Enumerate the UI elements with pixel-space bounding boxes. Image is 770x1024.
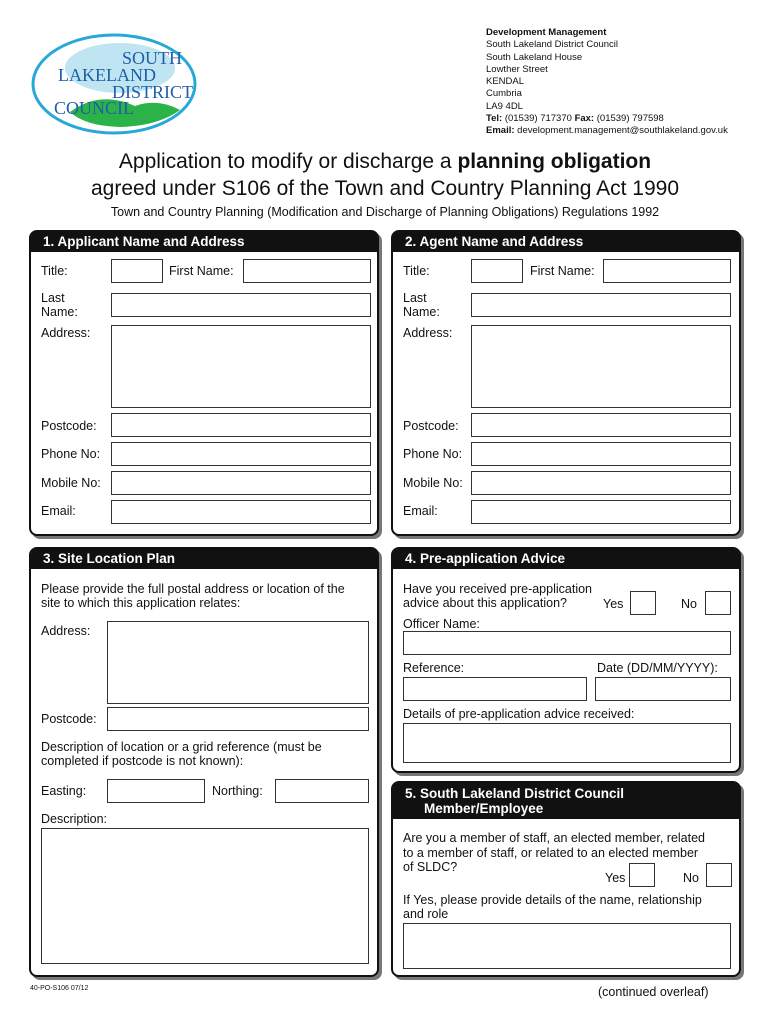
site-address-label: Address: [41,624,91,638]
applicant-title-input[interactable] [111,259,163,283]
form-code: 40-PO-S106 07/12 [30,985,89,992]
pre-application-yes-checkbox[interactable] [630,591,656,615]
agent-title-input[interactable] [471,259,523,283]
agent-mobile-input[interactable] [471,471,731,495]
page-title-line1: Application to modify or discharge a planning obligation [118,150,652,173]
date-input[interactable] [595,677,731,701]
svg-text:DISTRICT: DISTRICT [112,82,193,102]
page-title-line2: agreed under S106 of the Town and Country Planning Act 1990 [90,177,680,200]
contact-block [486,27,728,138]
easting-input[interactable] [107,779,205,803]
pre-application-heading: 4. Pre-application Advice [393,549,739,569]
contact-dept: Development Management [486,27,607,38]
pre-application-no-checkbox[interactable] [705,591,731,615]
applicant-postcode-input[interactable] [111,413,371,437]
svg-text:COUNCIL: COUNCIL [54,98,134,118]
member-yes-label: Yes [605,871,626,885]
contact-postcode: LA9 4DL [486,100,523,112]
applicant-email-input[interactable] [111,500,371,524]
agent-postcode-input[interactable] [471,413,731,437]
agent-title-label: Title: [403,264,430,278]
advice-details-input[interactable] [403,723,731,763]
member-details-input[interactable] [403,923,731,969]
contact-email: Email: development.management@southlakeland.gov.uk [486,125,728,137]
agent-first-name-label: First Name: [530,264,595,278]
agent-postcode-label: Postcode: [403,419,459,433]
officer-name-input[interactable] [403,631,731,655]
site-intro: Please provide the full postal address or location of the site to which this application relates: [41,582,345,610]
member-details-label: If Yes, please provide details of the name, relationship and role [403,893,702,921]
site-postcode-label: Postcode: [41,712,97,726]
agent-heading: 2. Agent Name and Address [393,232,739,252]
contact-town: KENDAL [486,76,525,88]
reference-input[interactable] [403,677,587,701]
applicant-first-name-label: First Name: [169,264,234,278]
site-location-panel [29,547,379,977]
page-subtitle: Town and Country Planning (Modification and Discharge of Planning Obligations) Regulations 1992 [110,205,660,219]
agent-last-name-input[interactable] [471,293,731,317]
site-description-input[interactable] [41,828,369,964]
applicant-postcode-label: Postcode: [41,419,97,433]
agent-mobile-label: Mobile No: [403,476,463,490]
applicant-mobile-label: Mobile No: [41,476,101,490]
applicant-mobile-input[interactable] [111,471,371,495]
site-description-intro: Description of location or a grid reference (must be completed if postcode is not known): [41,740,322,768]
applicant-panel [29,230,379,536]
agent-address-label: Address: [403,326,453,340]
applicant-email-label: Email: [41,504,76,518]
site-description-label: Description: [41,812,107,826]
contact-org: South Lakeland District Council [486,39,619,51]
pre-application-no-label: No [681,597,697,611]
council-logo [30,28,202,138]
member-question: Are you a member of staff, an elected member, related to a member of staff, or related to an elected member of SLDC? [403,831,706,874]
agent-address-input[interactable] [471,325,731,408]
northing-input[interactable] [275,779,369,803]
agent-email-input[interactable] [471,500,731,524]
applicant-address-label: Address: [41,326,91,340]
site-postcode-input[interactable] [107,707,369,731]
officer-name-label: Officer Name: [403,617,480,631]
agent-phone-input[interactable] [471,442,731,466]
agent-last-name-label: Last Name: [403,291,440,319]
agent-email-label: Email: [403,504,438,518]
applicant-phone-label: Phone No: [41,447,101,461]
svg-text:SOUTH: SOUTH [122,48,183,68]
member-no-checkbox[interactable] [706,863,732,887]
applicant-heading: 1. Applicant Name and Address [31,232,377,252]
pre-application-question: Have you received pre-application advice about this application? [403,582,592,610]
agent-first-name-input[interactable] [603,259,731,283]
advice-details-label: Details of pre-application advice received: [403,707,635,721]
applicant-last-name-input[interactable] [111,293,371,317]
reference-label: Reference: [403,661,465,675]
contact-phone-fax: Tel: (01539) 717370 Fax: (01539) 797598 [486,113,664,125]
applicant-phone-input[interactable] [111,442,371,466]
member-no-label: No [683,871,699,885]
continued-note: (continued overleaf) [598,985,709,999]
applicant-first-name-input[interactable] [243,259,371,283]
pre-application-yes-label: Yes [603,597,624,611]
member-yes-checkbox[interactable] [629,863,655,887]
contact-house: South Lakeland House [486,51,583,63]
easting-label: Easting: [41,784,87,798]
applicant-title-label: Title: [41,264,68,278]
site-address-input[interactable] [107,621,369,704]
member-employee-heading: 5. South Lakeland District Council Member/Employee [393,783,739,819]
agent-panel [391,230,741,536]
contact-county: Cumbria [486,88,522,100]
member-employee-panel [391,781,741,977]
contact-street: Lowther Street [486,63,548,75]
applicant-last-name-label: Last Name: [41,291,78,319]
applicant-address-input[interactable] [111,325,371,408]
agent-phone-label: Phone No: [403,447,463,461]
pre-application-panel [391,547,741,773]
site-location-heading: 3. Site Location Plan [31,549,377,569]
date-label: Date (DD/MM/YYYY): [597,661,718,675]
svg-text:LAKELAND: LAKELAND [58,65,156,85]
northing-label: Northing: [212,784,263,798]
